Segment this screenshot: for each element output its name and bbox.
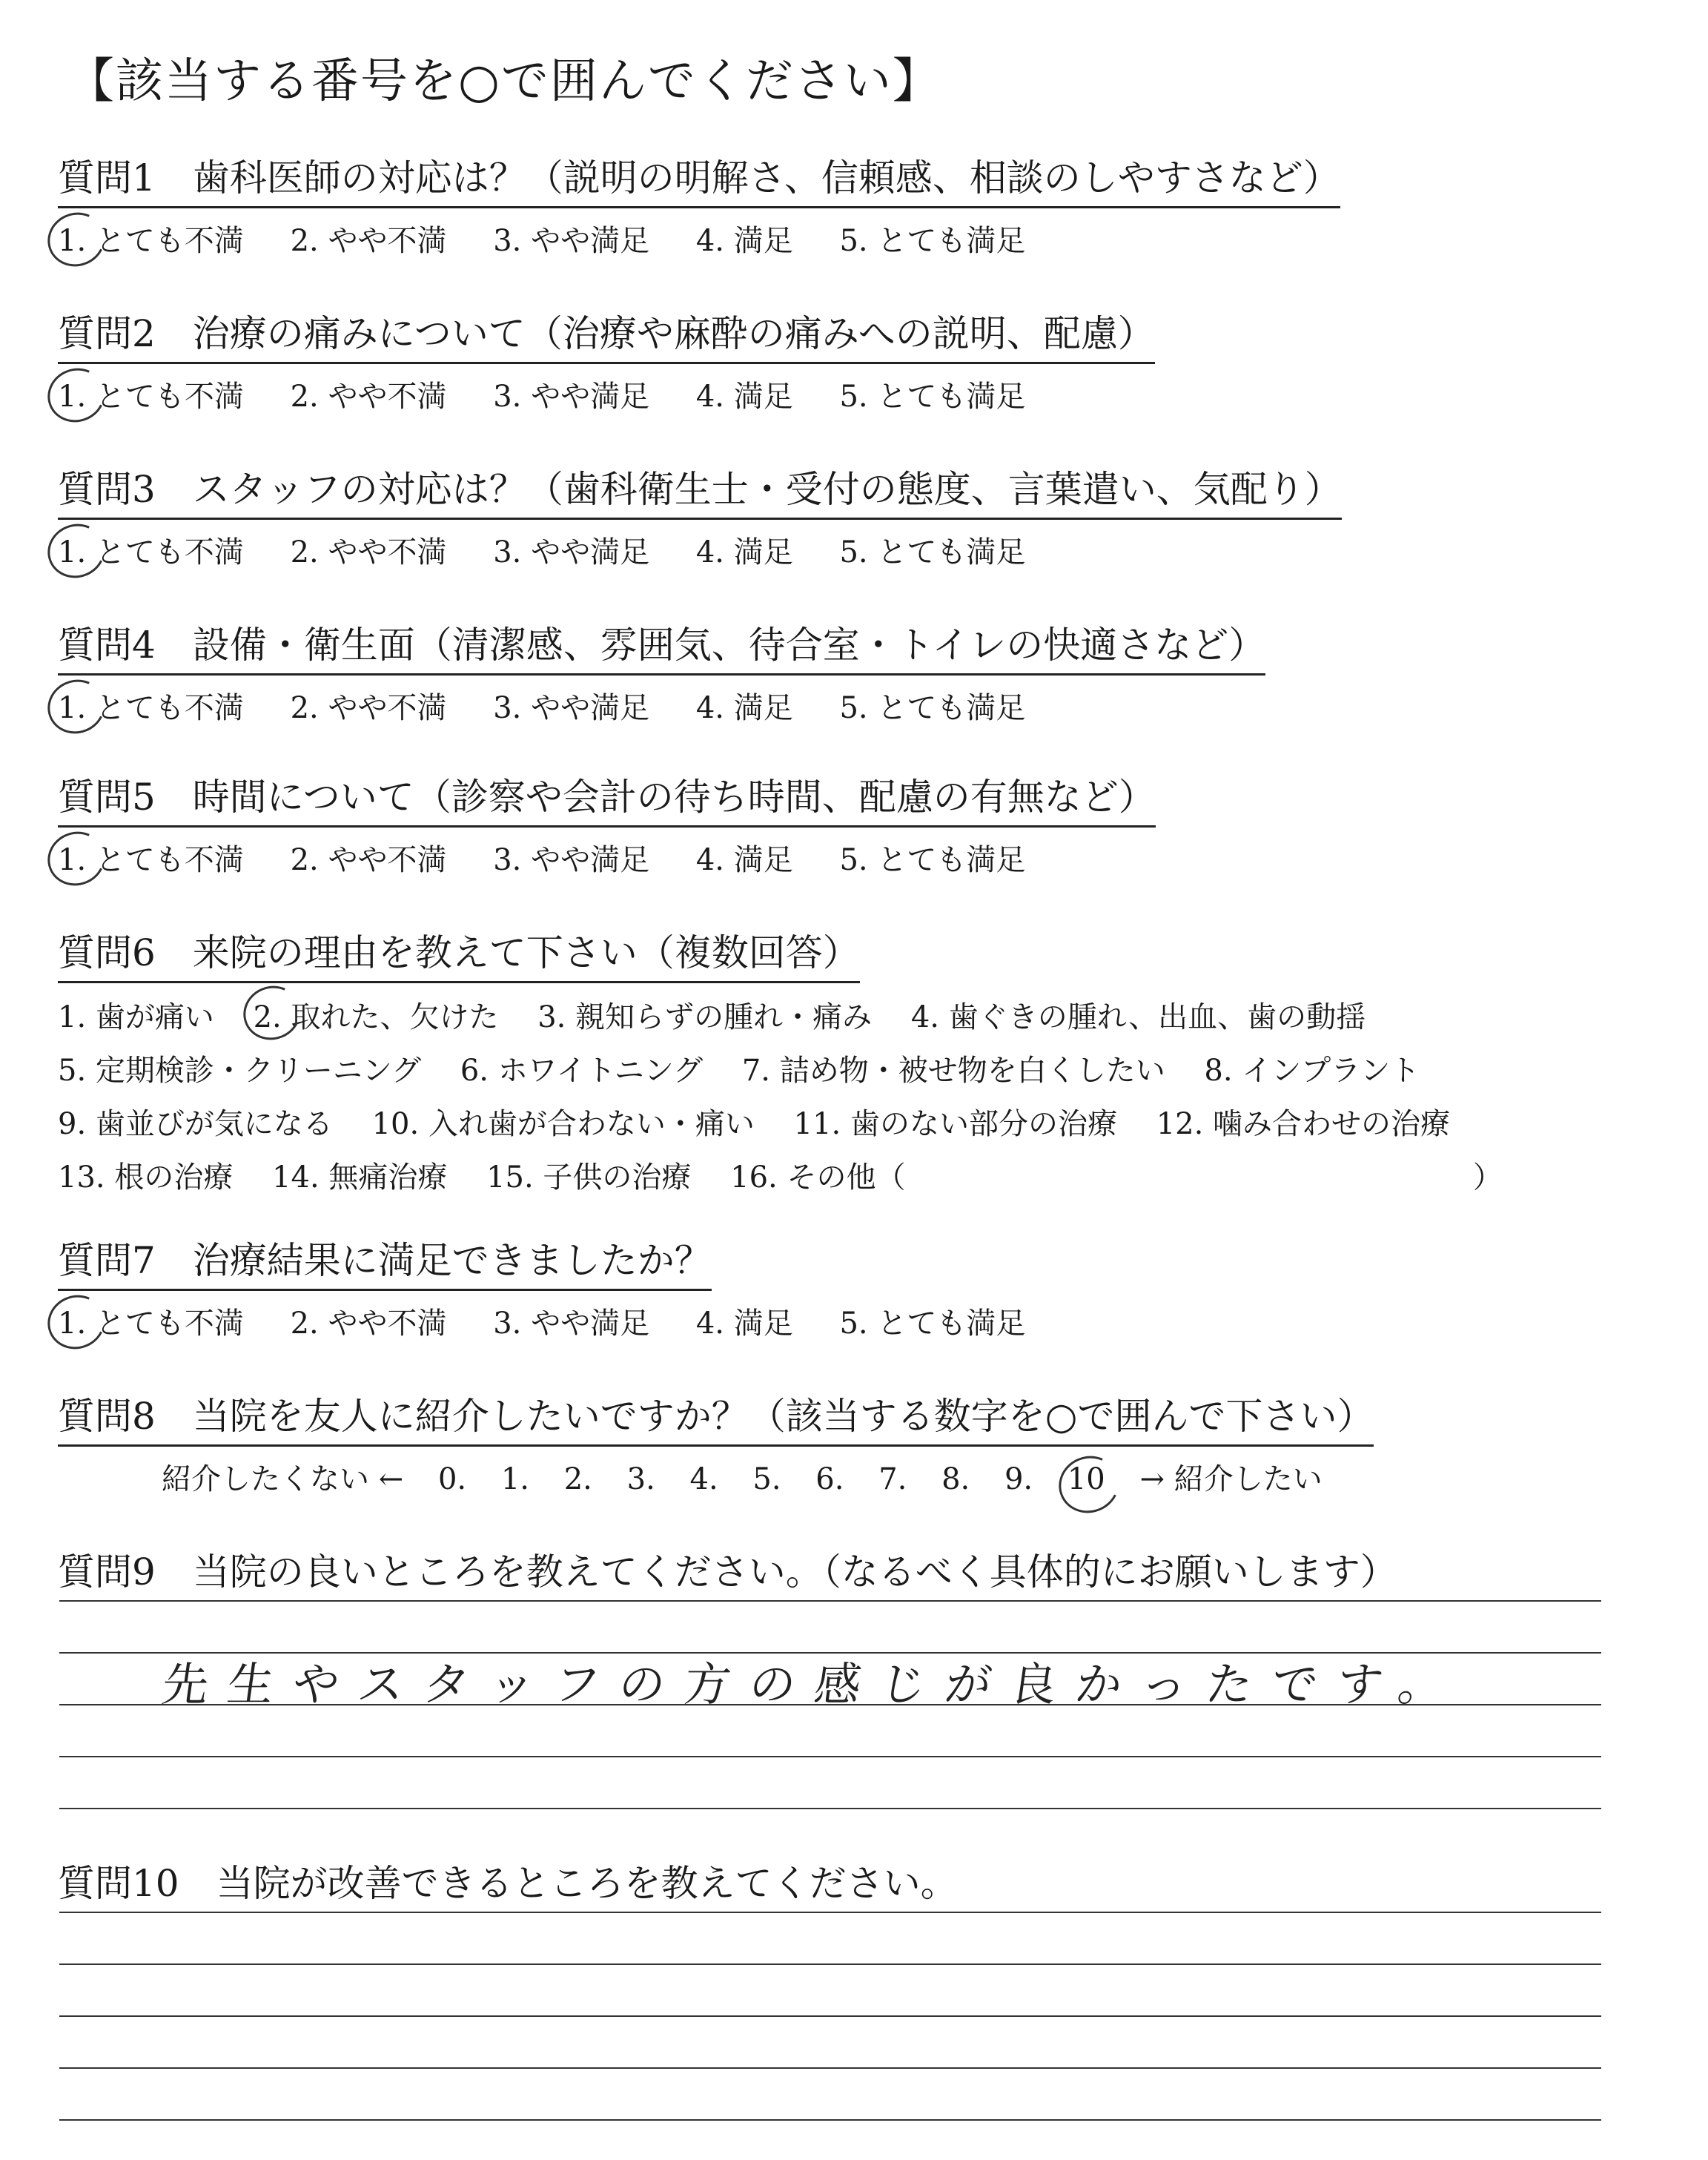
q6-row-1 bbox=[58, 991, 1503, 1044]
question-2-label: 質問2 治療の痛みについて（治療や麻酔の痛みへの説明、配慮） bbox=[58, 304, 1155, 364]
q8-right-label: → 紹介したい bbox=[1139, 1462, 1323, 1496]
question-8 bbox=[58, 1387, 1374, 1498]
question-4-label: 質問4 設備・衛生面（清潔感、雰囲気、待合室・トイレの快適さなど） bbox=[58, 615, 1265, 676]
q6-row-3 bbox=[58, 1097, 1503, 1151]
q8-scale-7[interactable]: 7. bbox=[878, 1462, 907, 1496]
q6-option-7[interactable]: 7. 詰め物・被せ物を白くしたい bbox=[741, 1054, 1165, 1088]
question-8-scale bbox=[58, 1456, 1374, 1498]
q7-option-5[interactable]: 5. とても満足 bbox=[839, 1307, 1026, 1341]
question-4 bbox=[58, 615, 1265, 727]
q8-scale-10-selected[interactable]: 10 bbox=[1067, 1462, 1105, 1496]
q6-option-16[interactable]: 16. その他（ bbox=[730, 1160, 906, 1195]
q6-option-2-selected[interactable]: 2. 取れた、欠けた bbox=[254, 991, 499, 1044]
q6-option-15[interactable]: 15. 子供の治療 bbox=[486, 1160, 692, 1195]
q6-option-6[interactable]: 6. ホワイトニング bbox=[460, 1054, 704, 1088]
question-8-label: 質問8 当院を友人に紹介したいですか？（該当する数字を○で囲んで下さい） bbox=[58, 1387, 1374, 1447]
question-7 bbox=[58, 1231, 1062, 1342]
q6-row-4 bbox=[58, 1151, 1503, 1204]
q1-option-4[interactable]: 4. 満足 bbox=[695, 224, 793, 258]
q5-option-4[interactable]: 4. 満足 bbox=[695, 843, 793, 877]
form-instruction-title: 【該当する番号を○で囲んでください】 bbox=[67, 54, 941, 109]
answer-line bbox=[59, 2069, 1601, 2121]
q8-scale-3[interactable]: 3. bbox=[626, 1462, 655, 1496]
question-5-label: 質問5 時間について（診察や会計の待ち時間、配慮の有無など） bbox=[58, 767, 1156, 828]
question-7-label: 質問7 治療結果に満足できましたか？ bbox=[58, 1231, 712, 1291]
q5-option-5[interactable]: 5. とても満足 bbox=[839, 843, 1026, 877]
q1-option-5[interactable]: 5. とても満足 bbox=[839, 224, 1026, 258]
q6-option-1[interactable]: 1. 歯が痛い bbox=[58, 1000, 214, 1034]
question-9-handwritten-answer: 先生やスタッフの方の感じが良かったです。 bbox=[159, 1657, 1468, 1711]
q6-row-2 bbox=[58, 1044, 1503, 1097]
q6-option-11[interactable]: 11. 歯のない部分の治療 bbox=[793, 1107, 1117, 1141]
q6-option-12[interactable]: 12. 噛み合わせの治療 bbox=[1156, 1107, 1451, 1141]
question-6-label: 質問6 来院の理由を教えて下さい（複数回答） bbox=[58, 923, 860, 983]
q6-option-10[interactable]: 10. 入れ歯が合わない・痛い bbox=[371, 1107, 755, 1141]
question-9-label: 質問9 当院の良いところを教えてください。（なるべく具体的にお願いします） bbox=[58, 1550, 1397, 1593]
question-2 bbox=[58, 304, 1155, 415]
q3-option-2[interactable]: 2. やや不満 bbox=[290, 535, 447, 569]
q4-option-1-selected[interactable]: 1. とても不満 bbox=[58, 684, 244, 727]
answer-line bbox=[59, 1550, 1601, 1602]
q5-option-3[interactable]: 3. やや満足 bbox=[493, 843, 650, 877]
q4-option-2[interactable]: 2. やや不満 bbox=[290, 691, 447, 725]
q4-option-4[interactable]: 4. 満足 bbox=[695, 691, 793, 725]
q8-scale-0[interactable]: 0. bbox=[437, 1462, 467, 1496]
answer-line bbox=[59, 1861, 1601, 1913]
q8-left-label: 紹介したくない ← bbox=[162, 1462, 404, 1496]
q6-option-4[interactable]: 4. 歯ぐきの腫れ、出血、歯の動揺 bbox=[910, 1000, 1366, 1034]
question-6 bbox=[58, 923, 1503, 1204]
q6-option-3[interactable]: 3. 親知らずの腫れ・痛み bbox=[537, 1000, 873, 1034]
question-1-label: 質問1 歯科医師の対応は？（説明の明解さ、信頼感、相談のしやすさなど） bbox=[58, 148, 1340, 208]
q8-scale-9[interactable]: 9. bbox=[1004, 1462, 1033, 1496]
q8-scale-1[interactable]: 1. bbox=[500, 1462, 530, 1496]
q5-option-2[interactable]: 2. やや不満 bbox=[290, 843, 447, 877]
answer-line bbox=[59, 1913, 1601, 1965]
q2-option-4[interactable]: 4. 満足 bbox=[695, 380, 793, 414]
question-7-options bbox=[58, 1300, 1062, 1342]
question-6-options bbox=[58, 991, 1503, 1204]
answer-line bbox=[59, 2017, 1601, 2069]
q6-option-13[interactable]: 13. 根の治療 bbox=[58, 1160, 234, 1195]
question-3-label: 質問3 スタッフの対応は？（歯科衛生士・受付の態度、言葉遣い、気配り） bbox=[58, 460, 1342, 520]
q6-other-close-paren: ） bbox=[1472, 1160, 1503, 1195]
answer-line bbox=[59, 1602, 1601, 1654]
q6-option-9[interactable]: 9. 歯並びが気になる bbox=[58, 1107, 333, 1141]
question-1-options bbox=[58, 217, 1340, 260]
q1-option-2[interactable]: 2. やや不満 bbox=[290, 224, 447, 258]
answer-line bbox=[59, 1965, 1601, 2017]
q3-option-4[interactable]: 4. 満足 bbox=[695, 535, 793, 569]
q1-option-3[interactable]: 3. やや満足 bbox=[493, 224, 650, 258]
q3-option-1-selected[interactable]: 1. とても不満 bbox=[58, 529, 244, 571]
question-2-options bbox=[58, 373, 1155, 415]
q2-option-1-selected[interactable]: 1. とても不満 bbox=[58, 373, 244, 415]
q8-scale-6[interactable]: 6. bbox=[815, 1462, 844, 1496]
question-5 bbox=[58, 767, 1156, 879]
question-3 bbox=[58, 460, 1342, 571]
question-5-options bbox=[58, 836, 1156, 879]
answer-line bbox=[59, 1757, 1601, 1809]
q2-option-3[interactable]: 3. やや満足 bbox=[493, 380, 650, 414]
q3-option-5[interactable]: 5. とても満足 bbox=[839, 535, 1026, 569]
q8-scale-5[interactable]: 5. bbox=[752, 1462, 781, 1496]
q6-option-8[interactable]: 8. インプラント bbox=[1204, 1054, 1420, 1088]
q6-option-5[interactable]: 5. 定期検診・クリーニング bbox=[58, 1054, 422, 1088]
q7-option-2[interactable]: 2. やや不満 bbox=[290, 1307, 447, 1341]
q5-option-1-selected[interactable]: 1. とても不満 bbox=[58, 836, 244, 879]
q7-option-1-selected[interactable]: 1. とても不満 bbox=[58, 1300, 244, 1342]
q4-option-3[interactable]: 3. やや満足 bbox=[493, 691, 650, 725]
q7-option-3[interactable]: 3. やや満足 bbox=[493, 1307, 650, 1341]
q3-option-3[interactable]: 3. やや満足 bbox=[493, 535, 650, 569]
q7-option-4[interactable]: 4. 満足 bbox=[695, 1307, 793, 1341]
question-1 bbox=[58, 148, 1340, 260]
q2-option-5[interactable]: 5. とても満足 bbox=[839, 380, 1026, 414]
q1-option-1-selected[interactable]: 1. とても不満 bbox=[58, 217, 244, 260]
q8-scale-2[interactable]: 2. bbox=[563, 1462, 592, 1496]
q8-scale-4[interactable]: 4. bbox=[689, 1462, 718, 1496]
question-4-options bbox=[58, 684, 1265, 727]
question-10-answer-lines[interactable] bbox=[59, 1861, 1601, 2121]
q8-scale-8[interactable]: 8. bbox=[941, 1462, 970, 1496]
q4-option-5[interactable]: 5. とても満足 bbox=[839, 691, 1026, 725]
question-10-label: 質問10 当院が改善できるところを教えてください。 bbox=[58, 1862, 958, 1905]
q2-option-2[interactable]: 2. やや不満 bbox=[290, 380, 447, 414]
q6-option-14[interactable]: 14. 無痛治療 bbox=[272, 1160, 448, 1195]
question-3-options bbox=[58, 529, 1342, 571]
